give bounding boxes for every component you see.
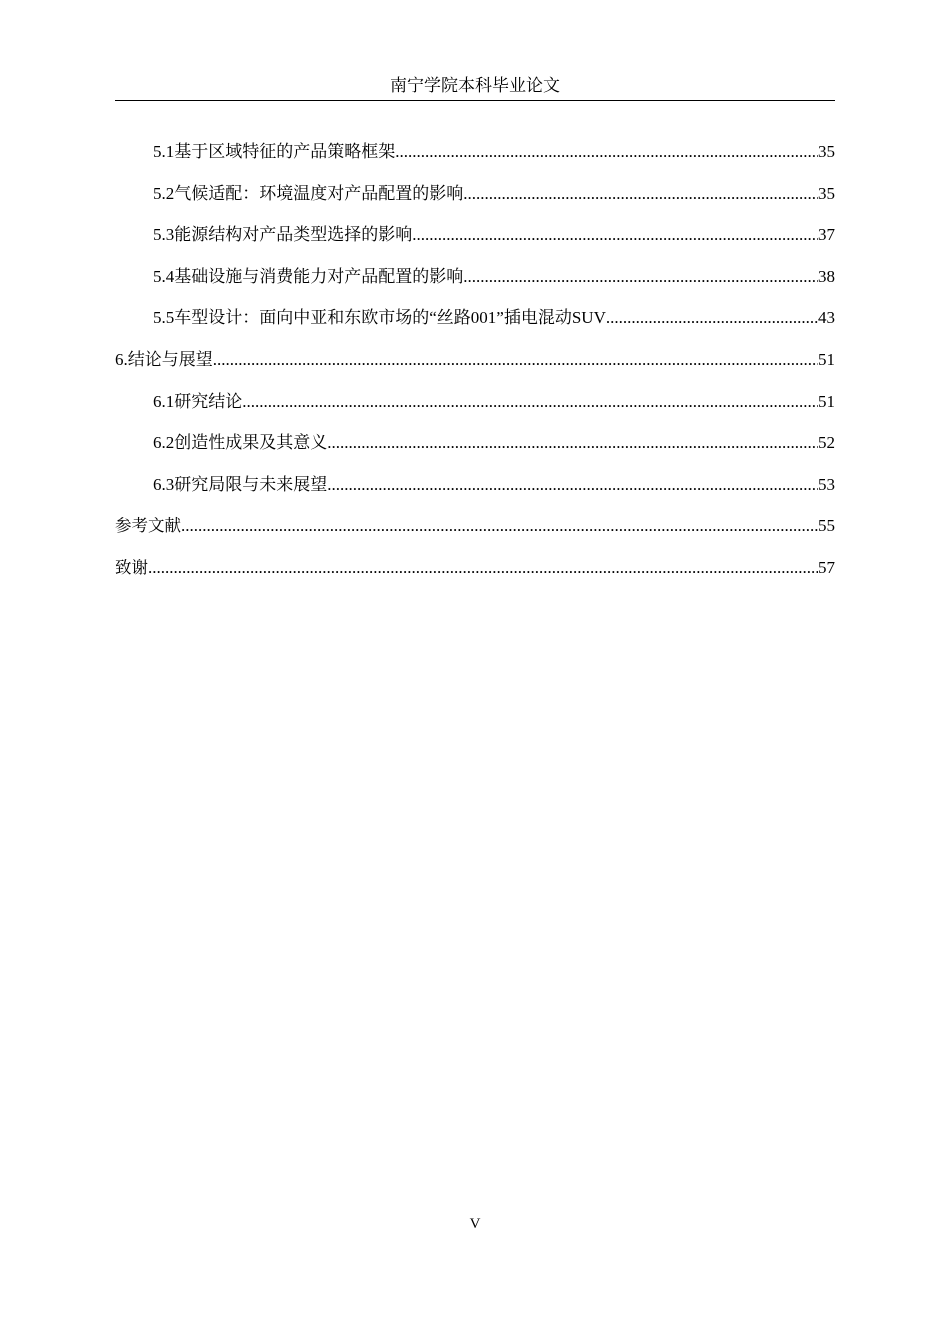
page-header bbox=[115, 72, 835, 101]
toc-entry-page: 53 bbox=[818, 474, 835, 494]
toc-entry-page: 38 bbox=[818, 266, 835, 286]
toc-entry-5-1[interactable] bbox=[115, 131, 835, 173]
toc-entry-title: 6.结论与展望 bbox=[115, 349, 213, 369]
toc-entry-5-2[interactable] bbox=[115, 173, 835, 215]
toc-entry-page: 52 bbox=[818, 433, 835, 453]
toc-entry-acknowledgements[interactable] bbox=[115, 547, 835, 589]
toc-entry-title: 5.3能源结构对产品类型选择的影响 bbox=[153, 225, 413, 245]
page-footer bbox=[0, 1214, 950, 1234]
toc-dot-leader bbox=[242, 381, 818, 423]
toc-dot-leader bbox=[463, 256, 818, 298]
header-title: 南宁学院本科毕业论文 bbox=[390, 76, 560, 95]
toc-entry-title: 5.2气候适配：环境温度对产品配置的影响 bbox=[153, 183, 464, 203]
toc-entry-page: 55 bbox=[818, 516, 835, 536]
toc-entry-references[interactable] bbox=[115, 505, 835, 547]
toc-entry-page: 51 bbox=[818, 391, 835, 411]
toc-dot-leader bbox=[148, 547, 818, 589]
toc-entry-title: 5.4基础设施与消费能力对产品配置的影响 bbox=[153, 266, 464, 286]
toc-entry-title: 参考文献 bbox=[115, 517, 181, 536]
toc-entry-title: 致谢 bbox=[115, 558, 148, 577]
toc-entry-title: 5.5车型设计：面向中亚和东欧市场的“丝路001”插电混动SUV bbox=[153, 308, 606, 328]
toc-entry-6[interactable] bbox=[115, 339, 835, 381]
toc-entry-title: 5.1基于区域特征的产品策略框架 bbox=[153, 142, 396, 161]
toc-entry-5-3[interactable] bbox=[115, 214, 835, 256]
toc-entry-6-1[interactable] bbox=[115, 381, 835, 423]
toc-entry-5-4[interactable] bbox=[115, 256, 835, 298]
toc-entry-title: 6.2创造性成果及其意义 bbox=[153, 433, 328, 453]
table-of-contents bbox=[115, 131, 835, 589]
toc-dot-leader bbox=[213, 339, 818, 381]
toc-entry-page: 35 bbox=[818, 142, 835, 161]
toc-dot-leader bbox=[412, 214, 818, 256]
toc-dot-leader bbox=[327, 422, 818, 464]
toc-entry-page: 37 bbox=[818, 225, 835, 245]
toc-entry-page: 57 bbox=[818, 557, 835, 577]
toc-entry-6-3[interactable] bbox=[115, 464, 835, 506]
toc-entry-page: 35 bbox=[818, 183, 835, 203]
toc-entry-page: 51 bbox=[818, 349, 835, 369]
toc-dot-leader bbox=[395, 131, 818, 173]
toc-dot-leader bbox=[327, 464, 818, 506]
toc-entry-title: 6.3研究局限与未来展望 bbox=[153, 474, 328, 494]
toc-entry-title: 6.1研究结论 bbox=[153, 391, 243, 411]
page-number: V bbox=[469, 1216, 481, 1232]
toc-dot-leader bbox=[181, 505, 818, 547]
toc-entry-6-2[interactable] bbox=[115, 422, 835, 464]
toc-entry-5-5[interactable] bbox=[115, 297, 835, 339]
toc-dot-leader bbox=[463, 173, 818, 215]
toc-dot-leader bbox=[606, 297, 818, 339]
toc-entry-page: 43 bbox=[818, 308, 835, 328]
